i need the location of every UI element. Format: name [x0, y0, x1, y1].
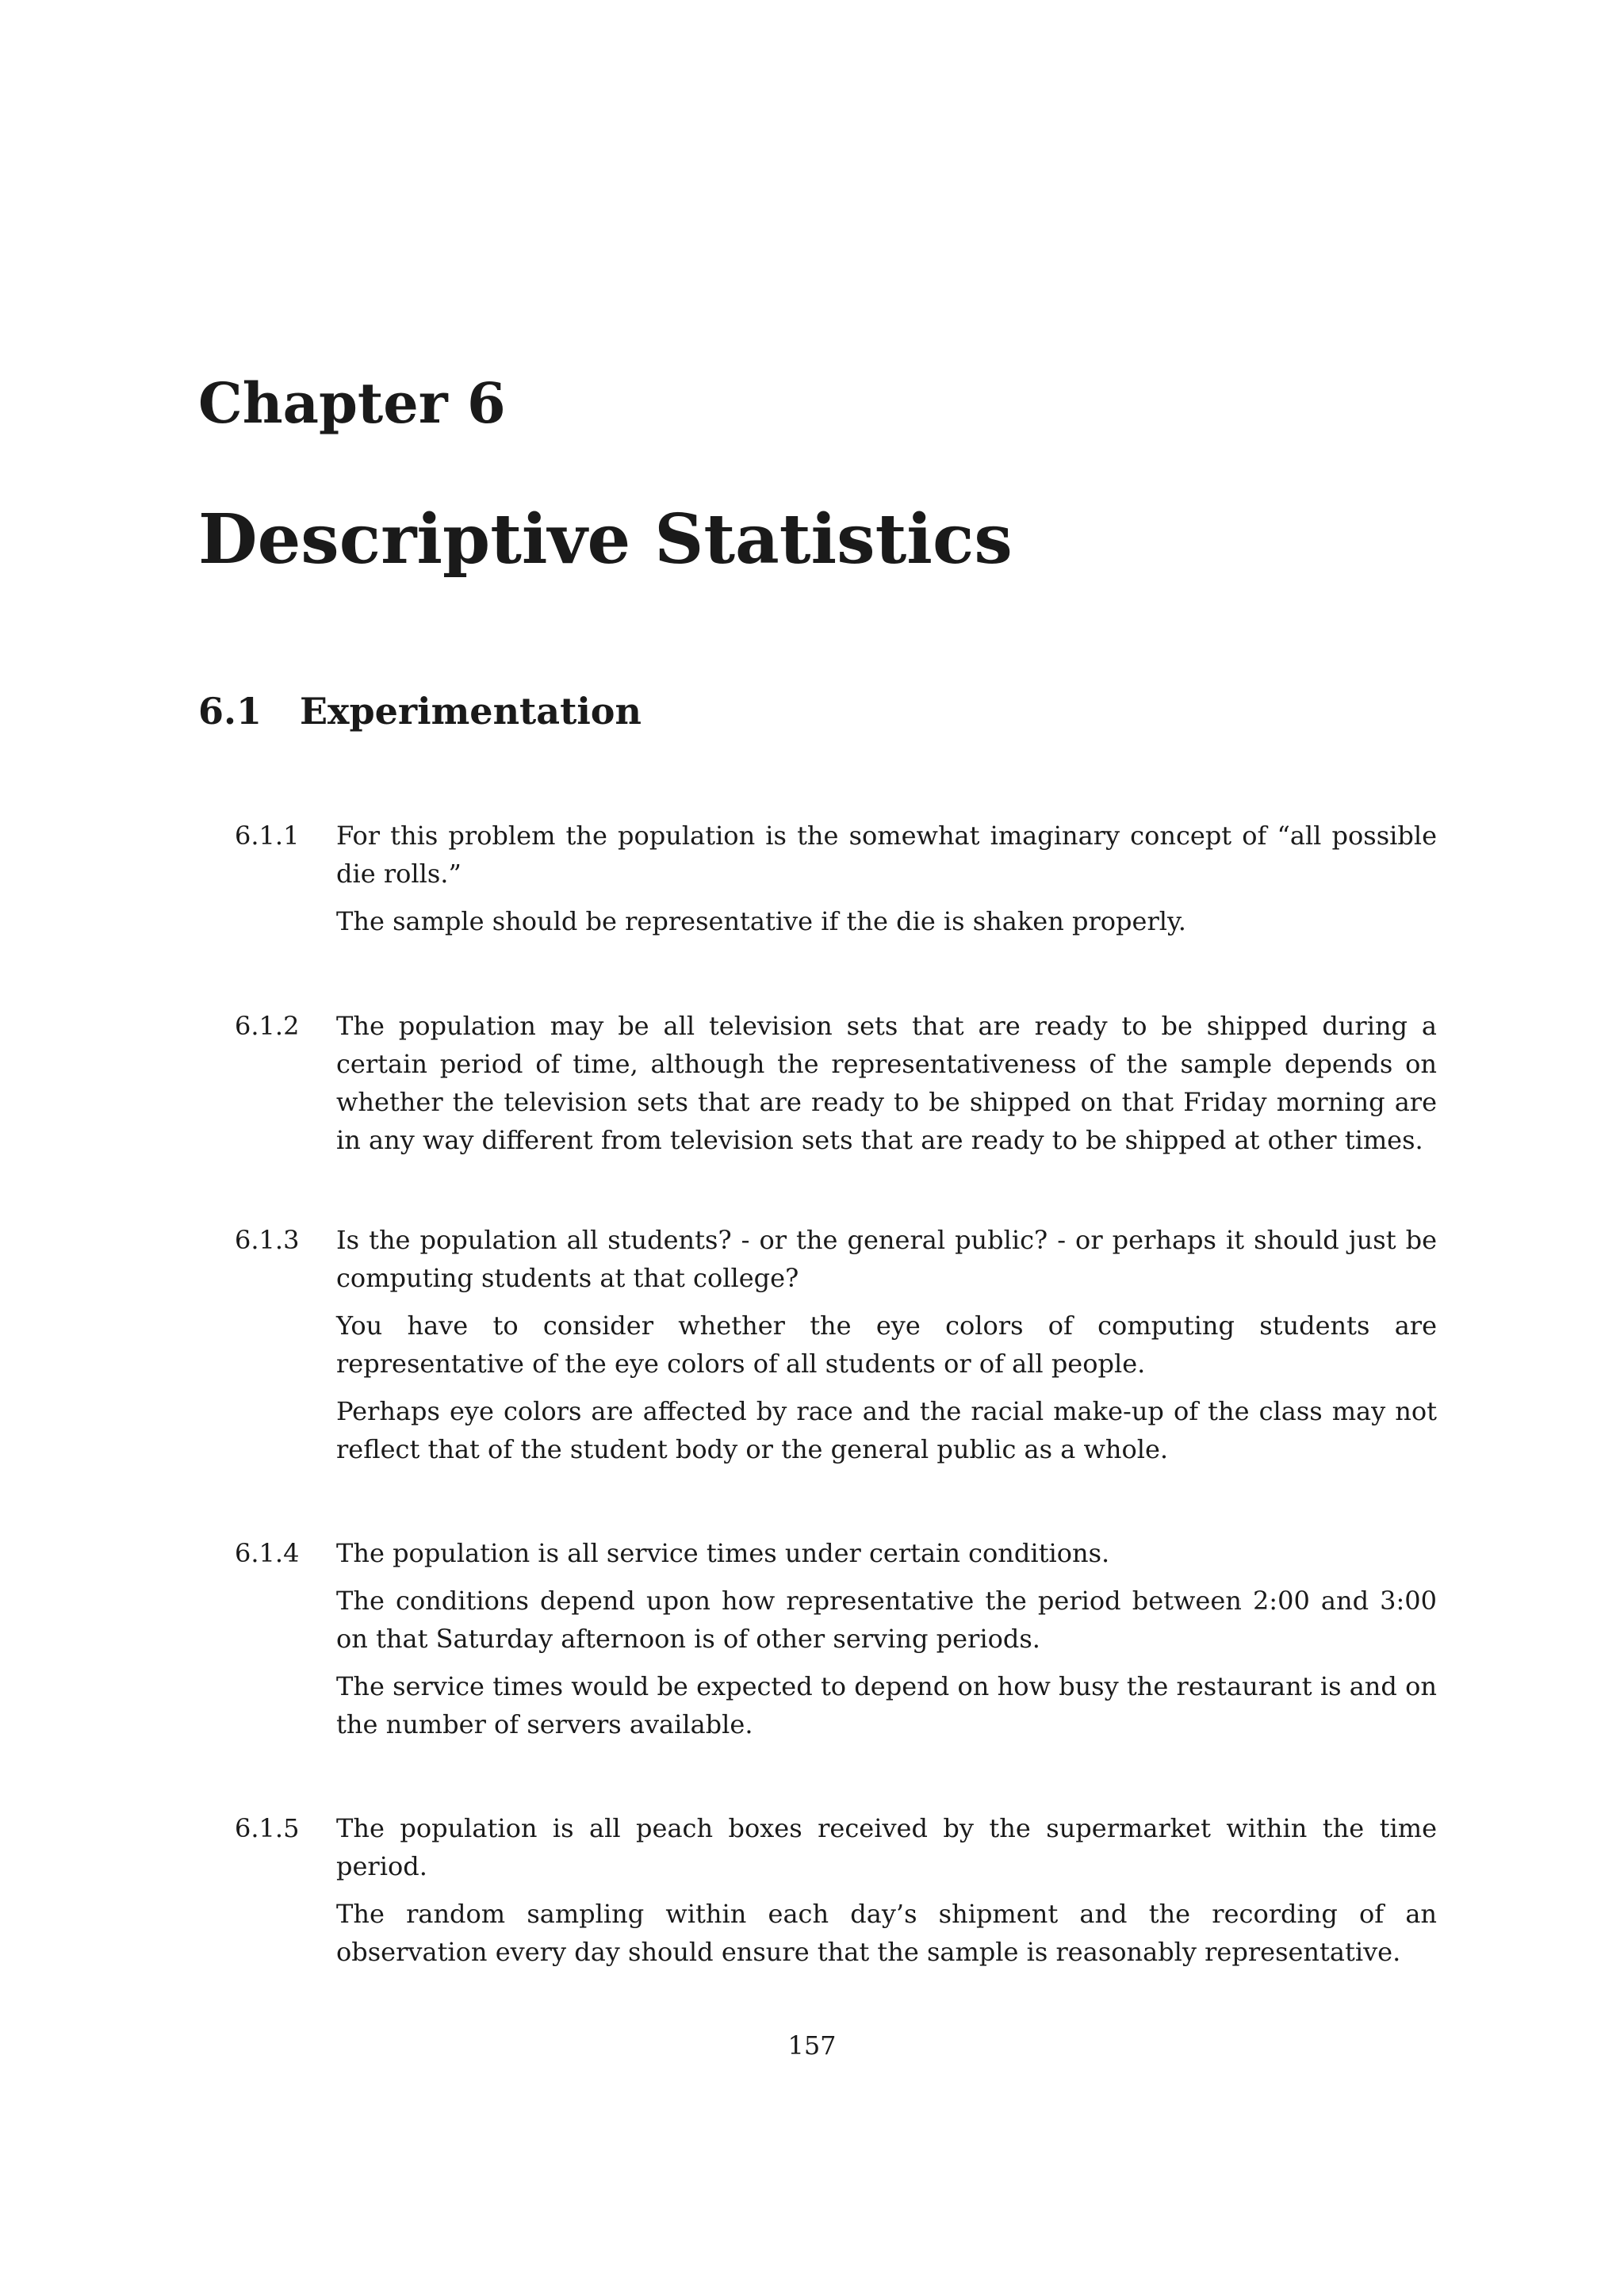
problem-number: 6.1.1: [235, 821, 300, 851]
problem-paragraph: Perhaps eye colors are affected by race and the racial make-up of the class may not reflect that of the student body or the general public as a whole.: [336, 1396, 1437, 1464]
chapter-title: Descriptive Statistics: [198, 499, 1013, 580]
problem-paragraph: The population may be all television sets that are ready to be shipped during a certain period of time, although the representativeness of the sample depends on whether the television sets that are ready to be shipped on that Friday morning are in any way different from television sets that are ready to be shipped at other times.: [336, 1011, 1437, 1155]
problem-body: [336, 1221, 1437, 1478]
problem-body: [336, 1809, 1437, 1980]
problem-paragraph: You have to consider whether the eye colors of computing students are representative of the eye colors of all students or of all people.: [336, 1311, 1437, 1379]
problem-paragraph: The random sampling within each day’s shipment and the recording of an observation every day should ensure that the sample is reasonably representative.: [336, 1899, 1437, 1967]
section-heading: [198, 690, 642, 733]
problem-number: 6.1.3: [235, 1225, 300, 1255]
problem-number: 6.1.2: [235, 1011, 300, 1041]
problem-number: 6.1.5: [235, 1813, 300, 1843]
problem-paragraph: The conditions depend upon how representative the period between 2:00 and 3:00 on that Saturday afternoon is of other serving periods.: [336, 1586, 1437, 1654]
section-number: 6.1: [198, 690, 262, 733]
problem-body: [336, 1534, 1437, 1753]
page-number: 157: [787, 2030, 837, 2061]
problem-paragraph: The population is all peach boxes received by the supermarket within the time period.: [336, 1813, 1437, 1881]
problem-body: [336, 1007, 1437, 1169]
section-title: Experimentation: [300, 690, 642, 733]
problem-paragraph: The service times would be expected to depend on how busy the restaurant is and on the number of servers available.: [336, 1671, 1437, 1739]
problem-number: 6.1.4: [235, 1538, 300, 1568]
problem-paragraph: The population is all service times under certain conditions.: [336, 1538, 1110, 1568]
problem-paragraph: Is the population all students? - or the general public? - or perhaps it should just be computing students at that college?: [336, 1225, 1437, 1293]
problem-body: [336, 817, 1437, 950]
problem-paragraph: For this problem the population is the somewhat imaginary concept of “all possible die rolls.”: [336, 821, 1437, 889]
problem-paragraph: The sample should be representative if the die is shaken properly.: [336, 906, 1186, 936]
chapter-label: Chapter 6: [198, 370, 506, 436]
